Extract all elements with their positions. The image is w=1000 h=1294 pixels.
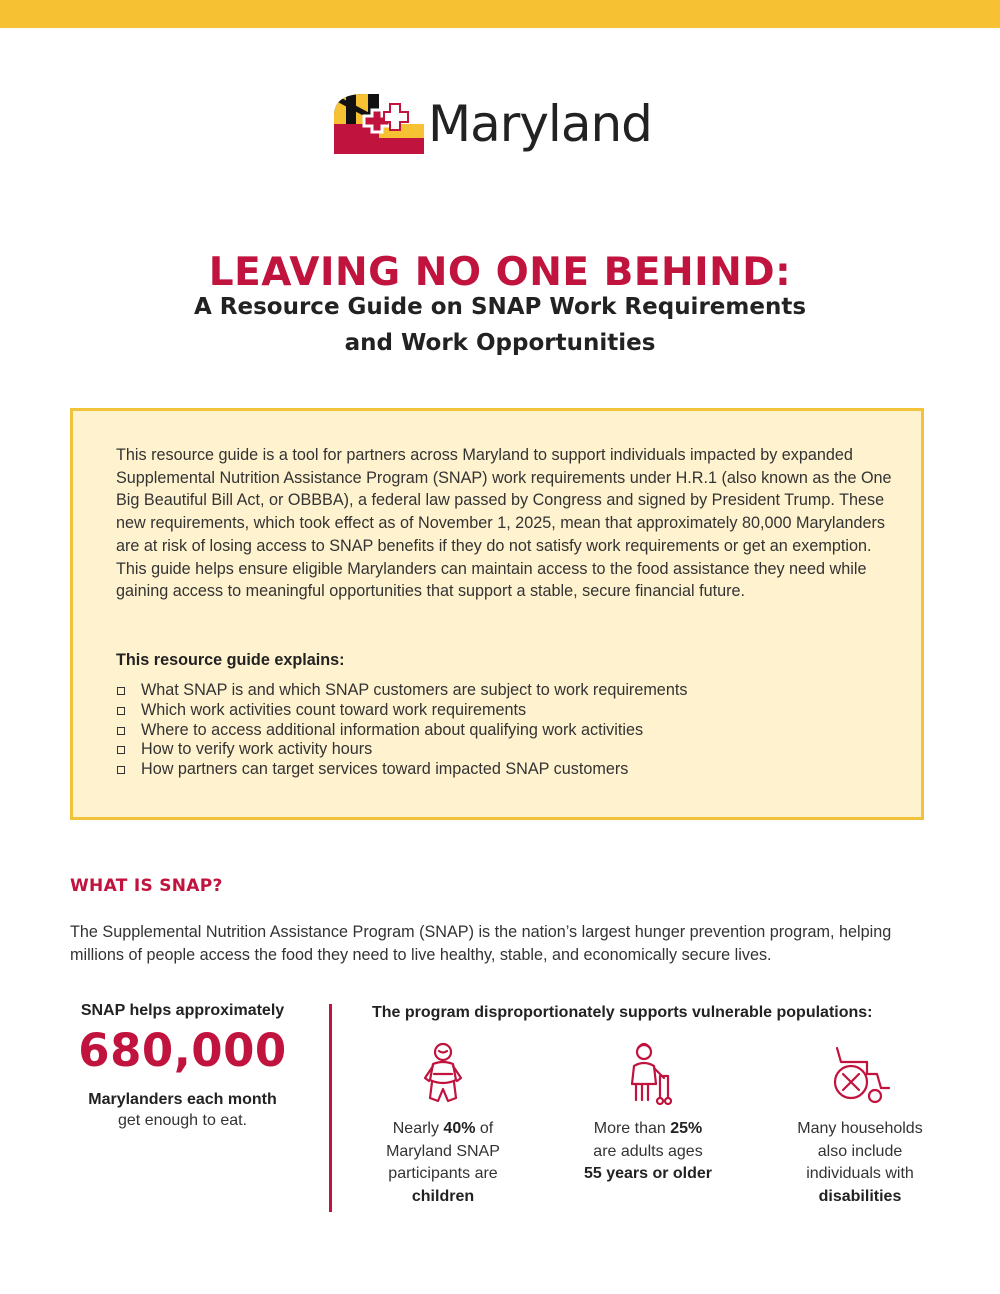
intro-paragraph: This resource guide is a tool for partners across Maryland to support individuals impacted by expanded Supplemental Nutrition Assistance Program (SNAP) work requirements under H.R.1 (also known as the One Big Beautiful Bill Act, or OBBBA), a federal law passed by Congress and signed by President Trump. These new requirements, which took effect as of November 1, 2025, mean that approximately 80,000 Marylanders are at risk of losing access to SNAP benefits if they do not satisfy work requirements or get an exemption. This guide helps ensure eligible Marylanders can maintain access to the food assistance they need while gaining access to meaningful opportunities that support a stable, secure financial future. [116, 446, 892, 601]
populations-heading: The program disproportionately supports vulnerable populations: [372, 1004, 873, 1021]
square-bullet-icon [117, 727, 125, 735]
list-item: Where to access additional information about qualifying work activities [116, 721, 687, 741]
stat-label: get enough to eat. [118, 1112, 247, 1129]
logo-wordmark: Maryland [428, 95, 652, 153]
stat-number: 680,000 [78, 1024, 287, 1077]
square-bullet-icon [117, 746, 125, 754]
subtitle-line-1: A Resource Guide on SNAP Work Requirements [193, 294, 807, 320]
elderly-walker-icon [563, 1040, 733, 1108]
top-accent-bar [0, 0, 1000, 28]
disabilities-text: Many households also include individuals with disabilities [797, 1120, 923, 1205]
square-bullet-icon [117, 766, 125, 774]
intro-box [70, 408, 924, 820]
list-item: Which work activities count toward work requirements [116, 701, 687, 721]
stat-intro: SNAP helps approximately [80, 1002, 285, 1019]
maryland-flag-icon [334, 94, 424, 154]
page-subtitle [0, 289, 1000, 361]
subtitle-line-2: and Work Opportunities [344, 330, 656, 356]
explains-heading: This resource guide explains: [116, 651, 345, 669]
snap-description: The Supplemental Nutrition Assistance Program (SNAP) is the nation’s largest hunger prevention program, helping millions of people access the food they need to live healthy, stable, and economically secure lives. [70, 923, 892, 964]
page-title: LEAVING NO ONE BEHIND: [208, 250, 792, 296]
explains-list [116, 681, 687, 780]
wheelchair-icon [775, 1040, 945, 1108]
vertical-divider [329, 1004, 332, 1212]
baby-icon [358, 1040, 528, 1108]
population-children [358, 1040, 528, 1208]
list-item: How partners can target services toward impacted SNAP customers [116, 760, 687, 780]
maryland-logo [334, 88, 652, 160]
population-older-adults [563, 1040, 733, 1186]
square-bullet-icon [117, 707, 125, 715]
list-item: What SNAP is and which SNAP customers are subject to work requirements [116, 681, 687, 701]
square-bullet-icon [117, 687, 125, 695]
children-text: Nearly 40% of Maryland SNAP participants are children [386, 1120, 500, 1205]
older-adults-text: More than 25% are adults ages 55 years or older [583, 1120, 713, 1183]
what-is-snap-heading: WHAT IS SNAP? [70, 876, 223, 896]
population-disabilities [775, 1040, 945, 1208]
snap-stat [60, 1002, 305, 1130]
stat-label-bold: Marylanders each month [88, 1091, 277, 1108]
list-item: How to verify work activity hours [116, 740, 687, 760]
